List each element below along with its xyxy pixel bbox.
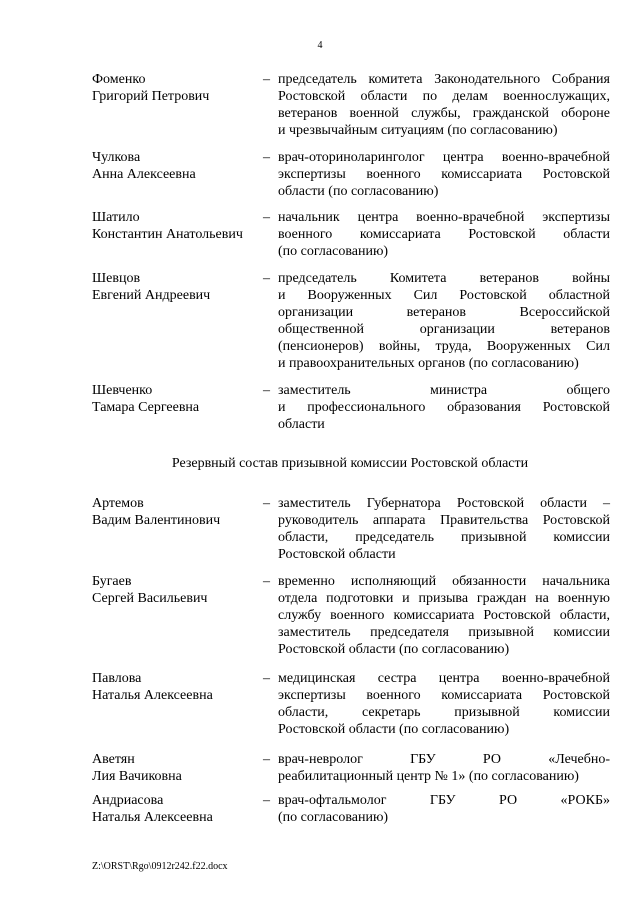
page-number: 4 — [317, 40, 323, 51]
member-given-names: Наталья Алексеевна — [92, 688, 213, 703]
position-line: и чрезвычайным ситуациям (по согласованию) — [278, 123, 558, 138]
dash-separator: – — [263, 496, 270, 511]
footer-file-path: Z:\ORST\Rgo\0912r242.f22.docx — [92, 861, 228, 872]
position-line: области — [278, 417, 325, 432]
position-line: (пенсионеров) войны, труда, Вооруженных Сил — [278, 339, 610, 354]
position-line: начальник центра военно-врачебной экспертизы — [278, 210, 610, 225]
member-name — [92, 573, 262, 607]
member-given-names: Тамара Сергеевна — [92, 400, 200, 415]
member-given-names: Анна Алексеевна — [92, 167, 196, 182]
member-name — [92, 71, 262, 105]
position-line: врач-невролог ГБУ РО «Лечебно- — [278, 752, 610, 767]
member-surname: Андриасова — [92, 793, 164, 808]
position-line: Ростовской области по делам военнослужащих, — [278, 89, 610, 104]
member-surname: Шевченко — [92, 383, 153, 398]
member-position — [278, 495, 610, 563]
position-line: председатель комитета Законодательного Собрания — [278, 72, 610, 87]
member-surname: Шатило — [92, 210, 140, 225]
position-line: заместитель министра общего — [278, 383, 610, 398]
member-position — [278, 209, 610, 260]
position-line: области (по согласованию) — [278, 184, 439, 199]
member-position — [278, 149, 610, 200]
position-line: заместитель Губернатора Ростовской области – — [278, 496, 610, 511]
member-surname: Шевцов — [92, 271, 141, 286]
position-line: и Вооруженных Сил Ростовской областной — [278, 288, 610, 303]
member-name — [92, 670, 262, 704]
dash-separator: – — [263, 271, 270, 286]
member-given-names: Константин Анатольевич — [92, 227, 243, 242]
dash-separator: – — [263, 574, 270, 589]
position-line: экспертизы военного комиссариата Ростовской — [278, 688, 610, 703]
position-line: Ростовской области (по согласованию) — [278, 642, 510, 657]
position-line: медицинская сестра центра военно-врачебной — [278, 671, 610, 686]
member-position — [278, 751, 610, 785]
member-given-names: Лия Вачиковна — [92, 769, 182, 784]
section-heading: Резервный состав призывной комиссии Ростовской области — [171, 456, 529, 471]
member-position — [278, 270, 610, 372]
member-surname: Артемов — [92, 496, 144, 511]
dash-separator: – — [263, 150, 270, 165]
position-line: Ростовской области — [278, 547, 396, 562]
position-line: экспертизы военного комиссариата Ростовской — [278, 167, 610, 182]
dash-separator: – — [263, 383, 270, 398]
position-line: области, секретарь призывной комиссии — [278, 705, 610, 720]
member-name — [92, 495, 262, 529]
member-surname: Бугаев — [92, 574, 132, 589]
member-given-names: Наталья Алексеевна — [92, 810, 213, 825]
dash-separator: – — [263, 671, 270, 686]
position-line: заместитель председателя призывной комиссии — [278, 625, 610, 640]
position-line: и профессионального образования Ростовской — [278, 400, 610, 415]
dash-separator: – — [263, 752, 270, 767]
member-name — [92, 149, 262, 183]
position-line: Ростовской области (по согласованию) — [278, 722, 510, 737]
member-given-names: Сергей Васильевич — [92, 591, 208, 606]
member-surname: Чулкова — [92, 150, 141, 165]
member-position — [278, 382, 610, 433]
member-surname: Аветян — [92, 752, 135, 767]
member-name — [92, 792, 262, 826]
dash-separator: – — [263, 210, 270, 225]
position-line: отдела подготовки и призыва граждан на военную — [278, 591, 610, 606]
position-line: области, председатель призывной комиссии — [278, 530, 610, 545]
position-line: (по согласованию) — [278, 810, 389, 825]
position-line: службу военного комиссариата Ростовской области, — [278, 608, 610, 623]
position-line: руководитель аппарата Правительства Ростовской — [278, 513, 610, 528]
member-position — [278, 670, 610, 738]
position-line: (по согласованию) — [278, 244, 389, 259]
position-line: реабилитационный центр № 1» (по согласованию) — [278, 769, 579, 784]
position-line: военного комиссариата Ростовской области — [278, 227, 610, 242]
position-line: врач-оториноларинголог центра военно-врачебной — [278, 150, 610, 165]
position-line: ветеранов военной службы, гражданской обороне — [278, 106, 610, 121]
position-line: председатель Комитета ветеранов войны — [278, 271, 610, 286]
position-line: временно исполняющий обязанности начальника — [278, 574, 610, 589]
member-given-names: Григорий Петрович — [92, 89, 210, 104]
member-name — [92, 382, 262, 416]
member-given-names: Евгений Андреевич — [92, 288, 211, 303]
member-name — [92, 209, 262, 243]
member-given-names: Вадим Валентинович — [92, 513, 221, 528]
member-surname: Павлова — [92, 671, 142, 686]
member-name — [92, 270, 262, 304]
position-line: организации ветеранов Всероссийской — [278, 305, 610, 320]
position-line: и правоохранительных органов (по согласованию) — [278, 356, 579, 371]
dash-separator: – — [263, 72, 270, 87]
member-surname: Фоменко — [92, 72, 146, 87]
position-line: врач-офтальмолог ГБУ РО «РОКБ» — [278, 793, 610, 808]
position-line: общественной организации ветеранов — [278, 322, 610, 337]
dash-separator: – — [263, 793, 270, 808]
member-position — [278, 71, 610, 139]
member-position — [278, 792, 610, 826]
member-name — [92, 751, 262, 785]
member-position — [278, 573, 610, 658]
